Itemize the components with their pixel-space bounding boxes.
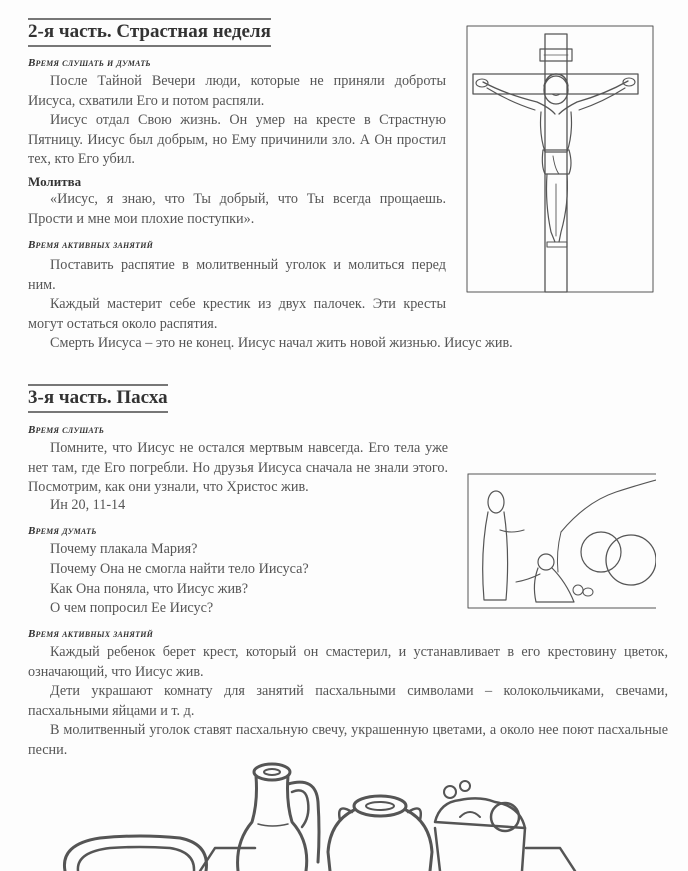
question-3: Как Она поняла, что Иисус жив? [50,581,249,597]
part3-activities-heading: Время активных занятий [28,628,154,640]
part3-listen-heading: Время слушать [28,424,105,436]
part3-think-heading: Время думать [28,525,97,537]
scripture-reference: Ин 20, 11-14 [50,497,126,513]
part2-activity-2: Каждый мастерит себе крестик из двух палочек. Эти кресты могут остаться около распятия. [28,296,446,332]
question-2: Почему Она не смогла найти тело Иисуса? [50,561,309,577]
part3-activity-2: Дети украшают комнату для занятий пасхальными символами – колокольчиками, свечами, пасхальными яйцами и т. д. [28,683,668,719]
part2-activity-3: Смерть Иисуса – это не конец. Иисус начал жить новой жизнью. Иисус жив. [50,335,513,351]
vessels-illustration [40,762,650,871]
part2-paragraph-1: После Тайной Вечери люди, которые не приняли доброты Иисуса, схватили Его и потом распяли. [28,73,446,109]
prayer-heading: Молитва [28,174,82,189]
prayer-text: «Иисус, я знаю, что Ты добрый, что Ты всегда прощаешь. Прости и мне мои плохие поступки». [28,191,446,227]
part3-activity-3: В молитвенный уголок ставят пасхальную свечу, украшенную цветами, а около нее поют пасхальные песни. [28,722,668,758]
part2-title: 2-я часть. Страстная неделя [28,18,271,47]
part2-paragraph-2: Иисус отдал Свою жизнь. Он умер на кресте в Страстную Пятницу. Иисус был добрым, но Ему причинили зло. А Он простил тех, кто Его убил. [28,112,446,168]
part2-listen-think-heading: Время слушать и думать [28,57,151,69]
question-4: О чем попросил Ее Иисус? [50,600,214,616]
empty-tomb-illustration [466,472,656,610]
part2-activity-1: Поставить распятие в молитвенный уголок и молиться перед ним. [28,257,446,293]
part3-activity-1: Каждый ребенок берет крест, который он смастерил, и устанавливает в его крестовину цветок, означающий, что Иисус жив. [28,644,668,680]
question-1: Почему плакала Мария? [50,541,198,557]
part3-listen-paragraph: Помните, что Иисус не остался мертвым навсегда. Его тела уже нет там, где Его погребли. Но друзья Иисуса сначала не знали этого. Посмотрим, как они узнали, что Христос жив. [28,440,448,496]
crucifix-illustration [465,24,655,296]
part2-activities-heading: Время активных занятий [28,239,154,251]
part3-title: 3-я часть. Пасха [28,384,168,413]
